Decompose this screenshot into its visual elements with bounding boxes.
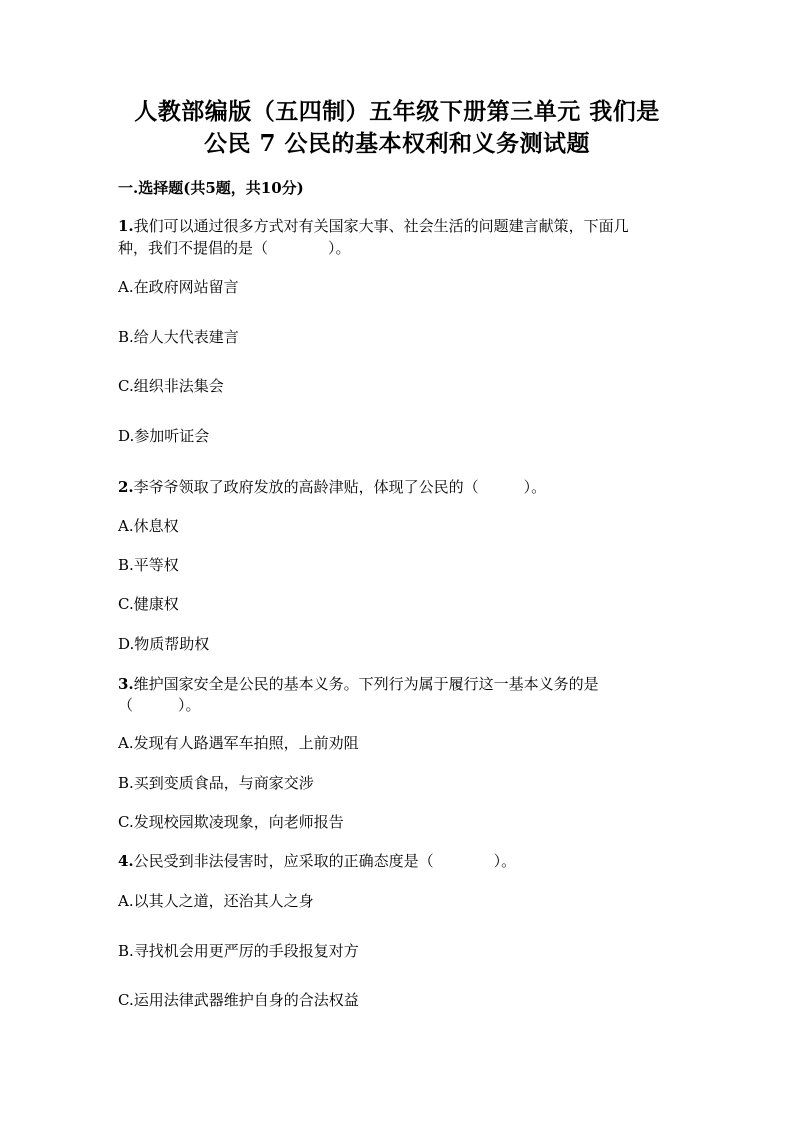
question-1-option-b: B.给人大代表建言: [118, 328, 239, 346]
question-2-text: 李爷爷领取了政府发放的高龄津贴，体现了公民的（ ）。: [133, 478, 547, 496]
question-4-number: 4.: [118, 852, 134, 870]
question-4-line-1: [118, 850, 516, 872]
question-4-option-a: A.以其人之道，还治其人之身: [118, 892, 314, 910]
question-3-line-1: [118, 673, 599, 695]
question-3-option-b: B.买到变质食品，与商家交涉: [118, 774, 314, 792]
document-title-line-1: 人教部编版（五四制）五年级下册第三单元 我们是: [134, 98, 660, 125]
question-1-number: 1.: [118, 217, 134, 235]
question-3-line-2: （ ）。: [118, 696, 201, 714]
question-4-option-b: B.寻找机会用更严厉的手段报复对方: [118, 942, 359, 960]
section-heading: 一.选择题(共5题，共10分): [118, 179, 304, 197]
question-4-option-c: C.运用法律武器维护自身的合法权益: [118, 991, 359, 1009]
question-2-option-a: A.休息权: [118, 517, 179, 535]
document-title-line-2: 公民 7 公民的基本权利和义务测试题: [203, 130, 591, 157]
question-2-option-d: D.物质帮助权: [118, 635, 210, 653]
question-2-line-1: [118, 476, 546, 498]
question-1-line-1: [118, 215, 629, 237]
question-3-option-c: C.发现校园欺凌现象，向老师报告: [118, 813, 344, 831]
question-1-option-c: C.组织非法集会: [118, 377, 224, 395]
question-1-line-2: 种，我们不提倡的是（ ）。: [118, 239, 351, 257]
question-1-text: 我们可以通过很多方式对有关国家大事、社会生活的问题建言献策，下面几: [133, 217, 629, 235]
question-2-number: 2.: [118, 478, 134, 496]
question-2-option-b: B.平等权: [118, 556, 179, 574]
question-4-text: 公民受到非法侵害时，应采取的正确态度是（ ）。: [133, 852, 517, 870]
question-3-text: 维护国家安全是公民的基本义务。下列行为属于履行这一基本义务的是: [133, 675, 599, 693]
question-1-option-d: D.参加听证会: [118, 427, 210, 445]
question-2-option-c: C.健康权: [118, 595, 179, 613]
question-3-option-a: A.发现有人路遇军车拍照，上前劝阻: [118, 734, 359, 752]
question-1-option-a: A.在政府网站留言: [118, 278, 239, 296]
question-3-number: 3.: [118, 675, 134, 693]
